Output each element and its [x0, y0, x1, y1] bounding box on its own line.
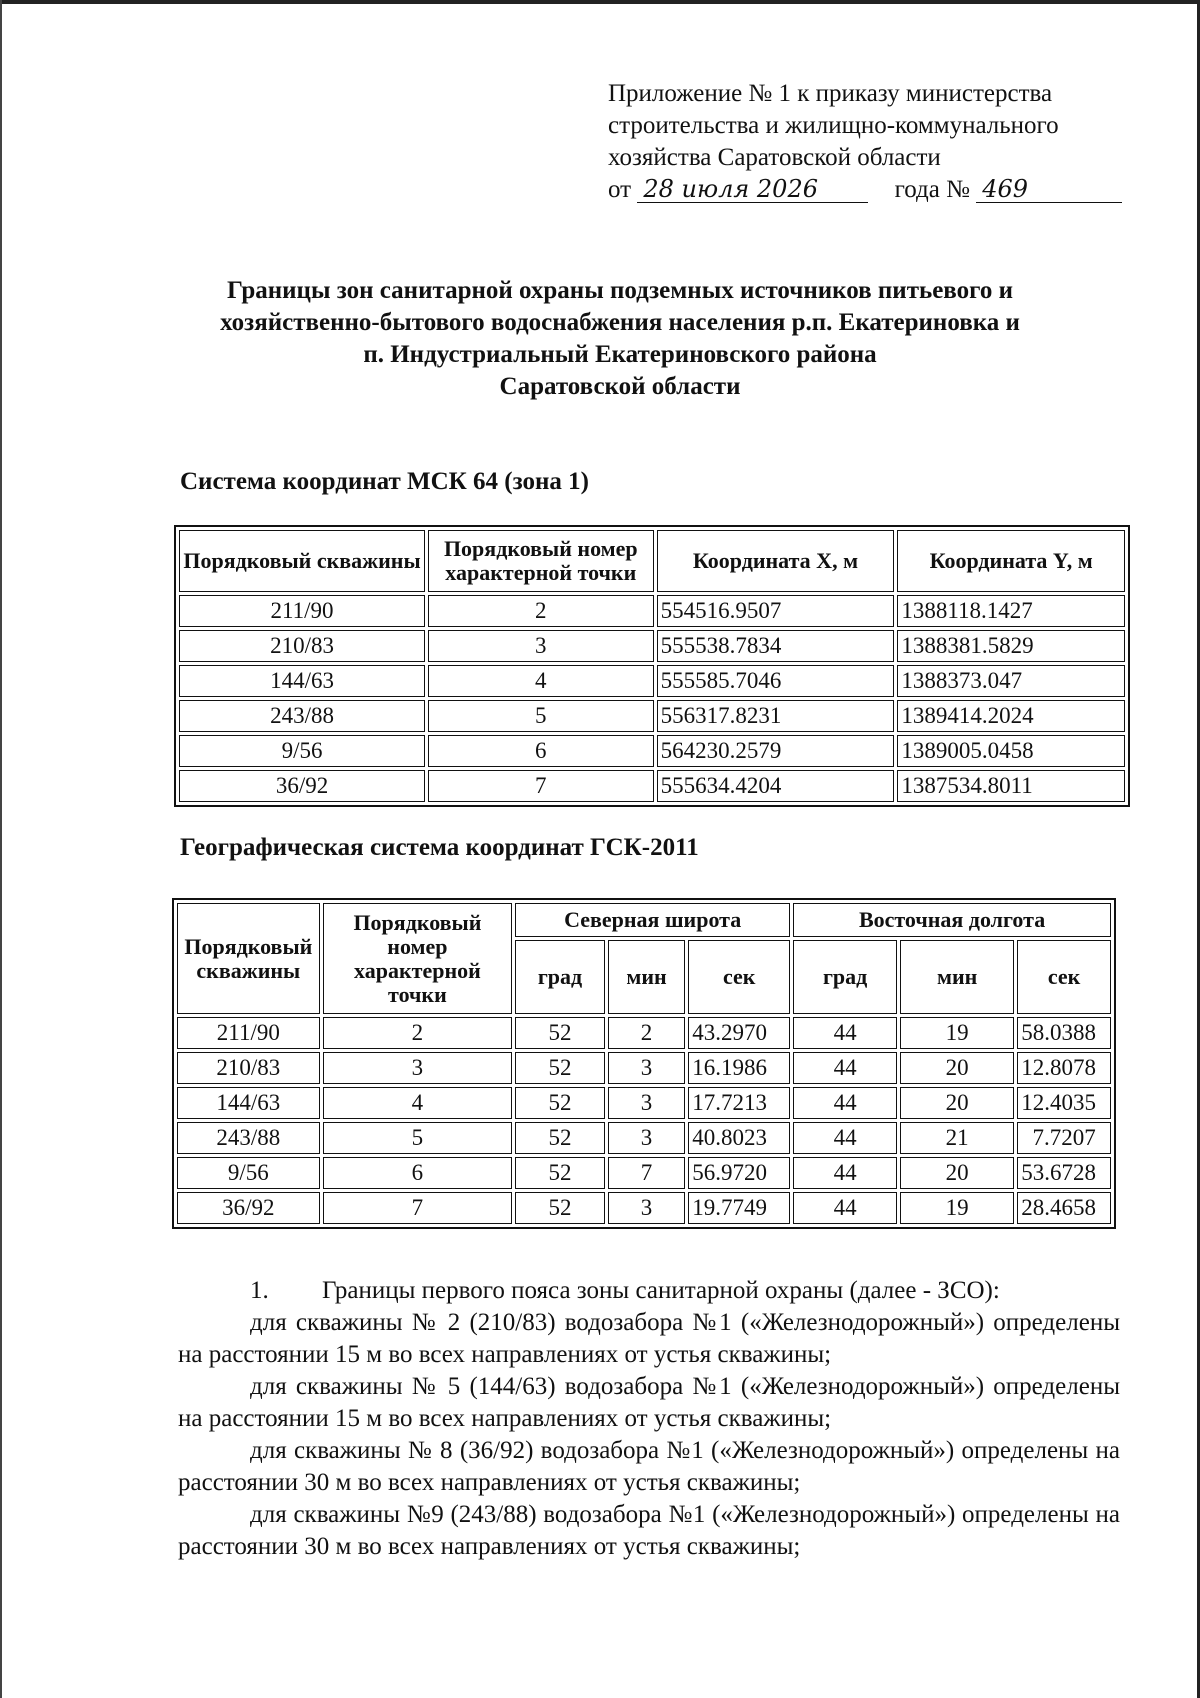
- well-cell: 144/63: [179, 665, 425, 697]
- well-cell: 243/88: [179, 700, 425, 732]
- table-row: [177, 1157, 1111, 1189]
- y-cell: 1388118.1427: [897, 595, 1125, 627]
- north-deg-cell: 52: [515, 1122, 605, 1154]
- y-cell: 1389414.2024: [897, 700, 1125, 732]
- well-cell: 243/88: [177, 1122, 320, 1154]
- table-row: [177, 1192, 1111, 1224]
- point-cell: 3: [323, 1052, 513, 1084]
- gsk-header-north-min: мин: [608, 940, 685, 1014]
- north-sec-cell: 19.7749: [688, 1192, 790, 1224]
- north-sec-cell: 40.8023: [688, 1122, 790, 1154]
- point-cell: 2: [428, 595, 654, 627]
- msk-coordinates-table: [174, 525, 1130, 807]
- point-cell: 5: [323, 1122, 513, 1154]
- paragraph: для скважины №9 (243/88) водозабора №1 («Железнодорожный») определены на расстоянии 30 м во всех направлениях от устья скважины;: [178, 1501, 1120, 1560]
- x-cell: 556317.8231: [657, 700, 895, 732]
- gsk-header-row-1: [177, 903, 1111, 937]
- gsk-header-point: Порядковый номер характерной точки: [323, 903, 513, 1014]
- east-min-cell: 19: [900, 1017, 1014, 1049]
- x-cell: 555634.4204: [657, 770, 895, 802]
- gsk-header-well: Порядковый скважины: [177, 903, 320, 1014]
- east-min-cell: 20: [900, 1087, 1014, 1119]
- north-min-cell: 3: [608, 1087, 685, 1119]
- scan-edge-top: [0, 0, 1200, 4]
- east-min-cell: 21: [900, 1122, 1014, 1154]
- east-deg-cell: 44: [793, 1087, 897, 1119]
- east-sec-cell: 53.6728: [1017, 1157, 1111, 1189]
- appendix-line-1: Приложение № 1 к приказу министерства: [608, 80, 1053, 107]
- north-sec-cell: 16.1986: [688, 1052, 790, 1084]
- point-cell: 4: [428, 665, 654, 697]
- north-min-cell: 3: [608, 1122, 685, 1154]
- table-row: [177, 1087, 1111, 1119]
- title-line-2: хозяйственно-бытового водоснабжения населения р.п. Екатериновка и: [220, 309, 1020, 336]
- well-cell: 211/90: [179, 595, 425, 627]
- msk-header-x: Координата X, м: [657, 530, 895, 592]
- title-line-3: п. Индустриальный Екатериновского района: [363, 341, 877, 368]
- appendix-date-line: [608, 174, 1128, 206]
- north-deg-cell: 52: [515, 1087, 605, 1119]
- table-row: [177, 1052, 1111, 1084]
- well-cell: 9/56: [179, 735, 425, 767]
- table-row: [179, 770, 1125, 802]
- scan-edge-left: [0, 0, 2, 1698]
- well-cell: 9/56: [177, 1157, 320, 1189]
- msk-header-row: [179, 530, 1125, 592]
- gsk-header-east-deg: град: [793, 940, 897, 1014]
- east-sec-cell: 12.4035: [1017, 1087, 1111, 1119]
- msk-header-point: Порядковый номер характерной точки: [428, 530, 654, 592]
- paragraph: для скважины № 2 (210/83) водозабора №1 («Железнодорожный») определены на расстоянии 15 м во всех направлениях от устья скважины;: [178, 1309, 1120, 1368]
- point-cell: 2: [323, 1017, 513, 1049]
- paragraph: для скважины № 5 (144/63) водозабора №1 («Железнодорожный») определены на расстоянии 15 м во всех направлениях от устья скважины;: [178, 1373, 1120, 1432]
- point-cell: 6: [428, 735, 654, 767]
- east-min-cell: 19: [900, 1192, 1014, 1224]
- appendix-block: [608, 78, 1128, 206]
- handwritten-date: 28 июля 2026: [637, 176, 868, 203]
- well-cell: 144/63: [177, 1087, 320, 1119]
- east-deg-cell: 44: [793, 1192, 897, 1224]
- table-row: [179, 735, 1125, 767]
- well-cell: 36/92: [177, 1192, 320, 1224]
- point-cell: 4: [323, 1087, 513, 1119]
- gsk-header-north-deg: град: [515, 940, 605, 1014]
- title-line-1: Границы зон санитарной охраны подземных источников питьевого и: [227, 277, 1013, 304]
- north-deg-cell: 52: [515, 1052, 605, 1084]
- well-cell: 36/92: [179, 770, 425, 802]
- gsk-section-heading: Географическая система координат ГСК-2011: [180, 834, 699, 861]
- msk-header-well: Порядковый скважины: [179, 530, 425, 592]
- msk-header-y: Координата Y, м: [897, 530, 1125, 592]
- title-line-4: Саратовской области: [499, 373, 741, 400]
- gsk-header-east: Восточная долгота: [793, 903, 1111, 937]
- handwritten-order-number: 469: [976, 176, 1122, 203]
- north-deg-cell: 52: [515, 1192, 605, 1224]
- item-number: 1.: [250, 1277, 269, 1304]
- gsk-header-north: Северная широта: [515, 903, 790, 937]
- north-sec-cell: 56.9720: [688, 1157, 790, 1189]
- table-row: [179, 595, 1125, 627]
- msk-section-heading: Система координат МСК 64 (зона 1): [180, 468, 590, 495]
- table-row: [179, 630, 1125, 662]
- table-row: [177, 1122, 1111, 1154]
- east-sec-cell: 7.7207: [1017, 1122, 1111, 1154]
- table-row: [177, 1017, 1111, 1049]
- well-cell: 210/83: [179, 630, 425, 662]
- table-row: [179, 665, 1125, 697]
- appendix-line-3: хозяйства Саратовской области: [608, 144, 941, 171]
- appendix-line-2: строительства и жилищно-коммунального: [608, 112, 1059, 139]
- year-number-label: года №: [894, 176, 970, 203]
- y-cell: 1389005.0458: [897, 735, 1125, 767]
- north-min-cell: 3: [608, 1052, 685, 1084]
- north-sec-cell: 43.2970: [688, 1017, 790, 1049]
- y-cell: 1388373.047: [897, 665, 1125, 697]
- gsk-header-east-min: мин: [900, 940, 1014, 1014]
- north-sec-cell: 17.7213: [688, 1087, 790, 1119]
- east-deg-cell: 44: [793, 1052, 897, 1084]
- numbered-item-1: [178, 1275, 1120, 1307]
- gsk-header-north-sec: сек: [688, 940, 790, 1014]
- point-cell: 3: [428, 630, 654, 662]
- gsk-coordinates-table: [172, 898, 1116, 1229]
- east-sec-cell: 58.0388: [1017, 1017, 1111, 1049]
- x-cell: 564230.2579: [657, 735, 895, 767]
- east-min-cell: 20: [900, 1157, 1014, 1189]
- east-sec-cell: 28.4658: [1017, 1192, 1111, 1224]
- north-min-cell: 2: [608, 1017, 685, 1049]
- document-title: [170, 275, 1070, 403]
- point-cell: 7: [428, 770, 654, 802]
- east-deg-cell: 44: [793, 1157, 897, 1189]
- well-cell: 210/83: [177, 1052, 320, 1084]
- table-row: [179, 700, 1125, 732]
- east-deg-cell: 44: [793, 1122, 897, 1154]
- point-cell: 6: [323, 1157, 513, 1189]
- x-cell: 555538.7834: [657, 630, 895, 662]
- north-deg-cell: 52: [515, 1157, 605, 1189]
- north-min-cell: 7: [608, 1157, 685, 1189]
- east-deg-cell: 44: [793, 1017, 897, 1049]
- body-text: [178, 1275, 1120, 1563]
- east-sec-cell: 12.8078: [1017, 1052, 1111, 1084]
- east-min-cell: 20: [900, 1052, 1014, 1084]
- paragraph: для скважины № 8 (36/92) водозабора №1 («Железнодорожный») определены на расстоянии 30 м во всех направлениях от устья скважины;: [178, 1437, 1120, 1496]
- gsk-header-east-sec: сек: [1017, 940, 1111, 1014]
- x-cell: 554516.9507: [657, 595, 895, 627]
- y-cell: 1387534.8011: [897, 770, 1125, 802]
- x-cell: 555585.7046: [657, 665, 895, 697]
- item-text: Границы первого пояса зоны санитарной охраны (далее - ЗСО):: [322, 1277, 1000, 1304]
- north-min-cell: 3: [608, 1192, 685, 1224]
- date-prefix: от: [608, 176, 632, 203]
- north-deg-cell: 52: [515, 1017, 605, 1049]
- well-cell: 211/90: [177, 1017, 320, 1049]
- point-cell: 5: [428, 700, 654, 732]
- y-cell: 1388381.5829: [897, 630, 1125, 662]
- point-cell: 7: [323, 1192, 513, 1224]
